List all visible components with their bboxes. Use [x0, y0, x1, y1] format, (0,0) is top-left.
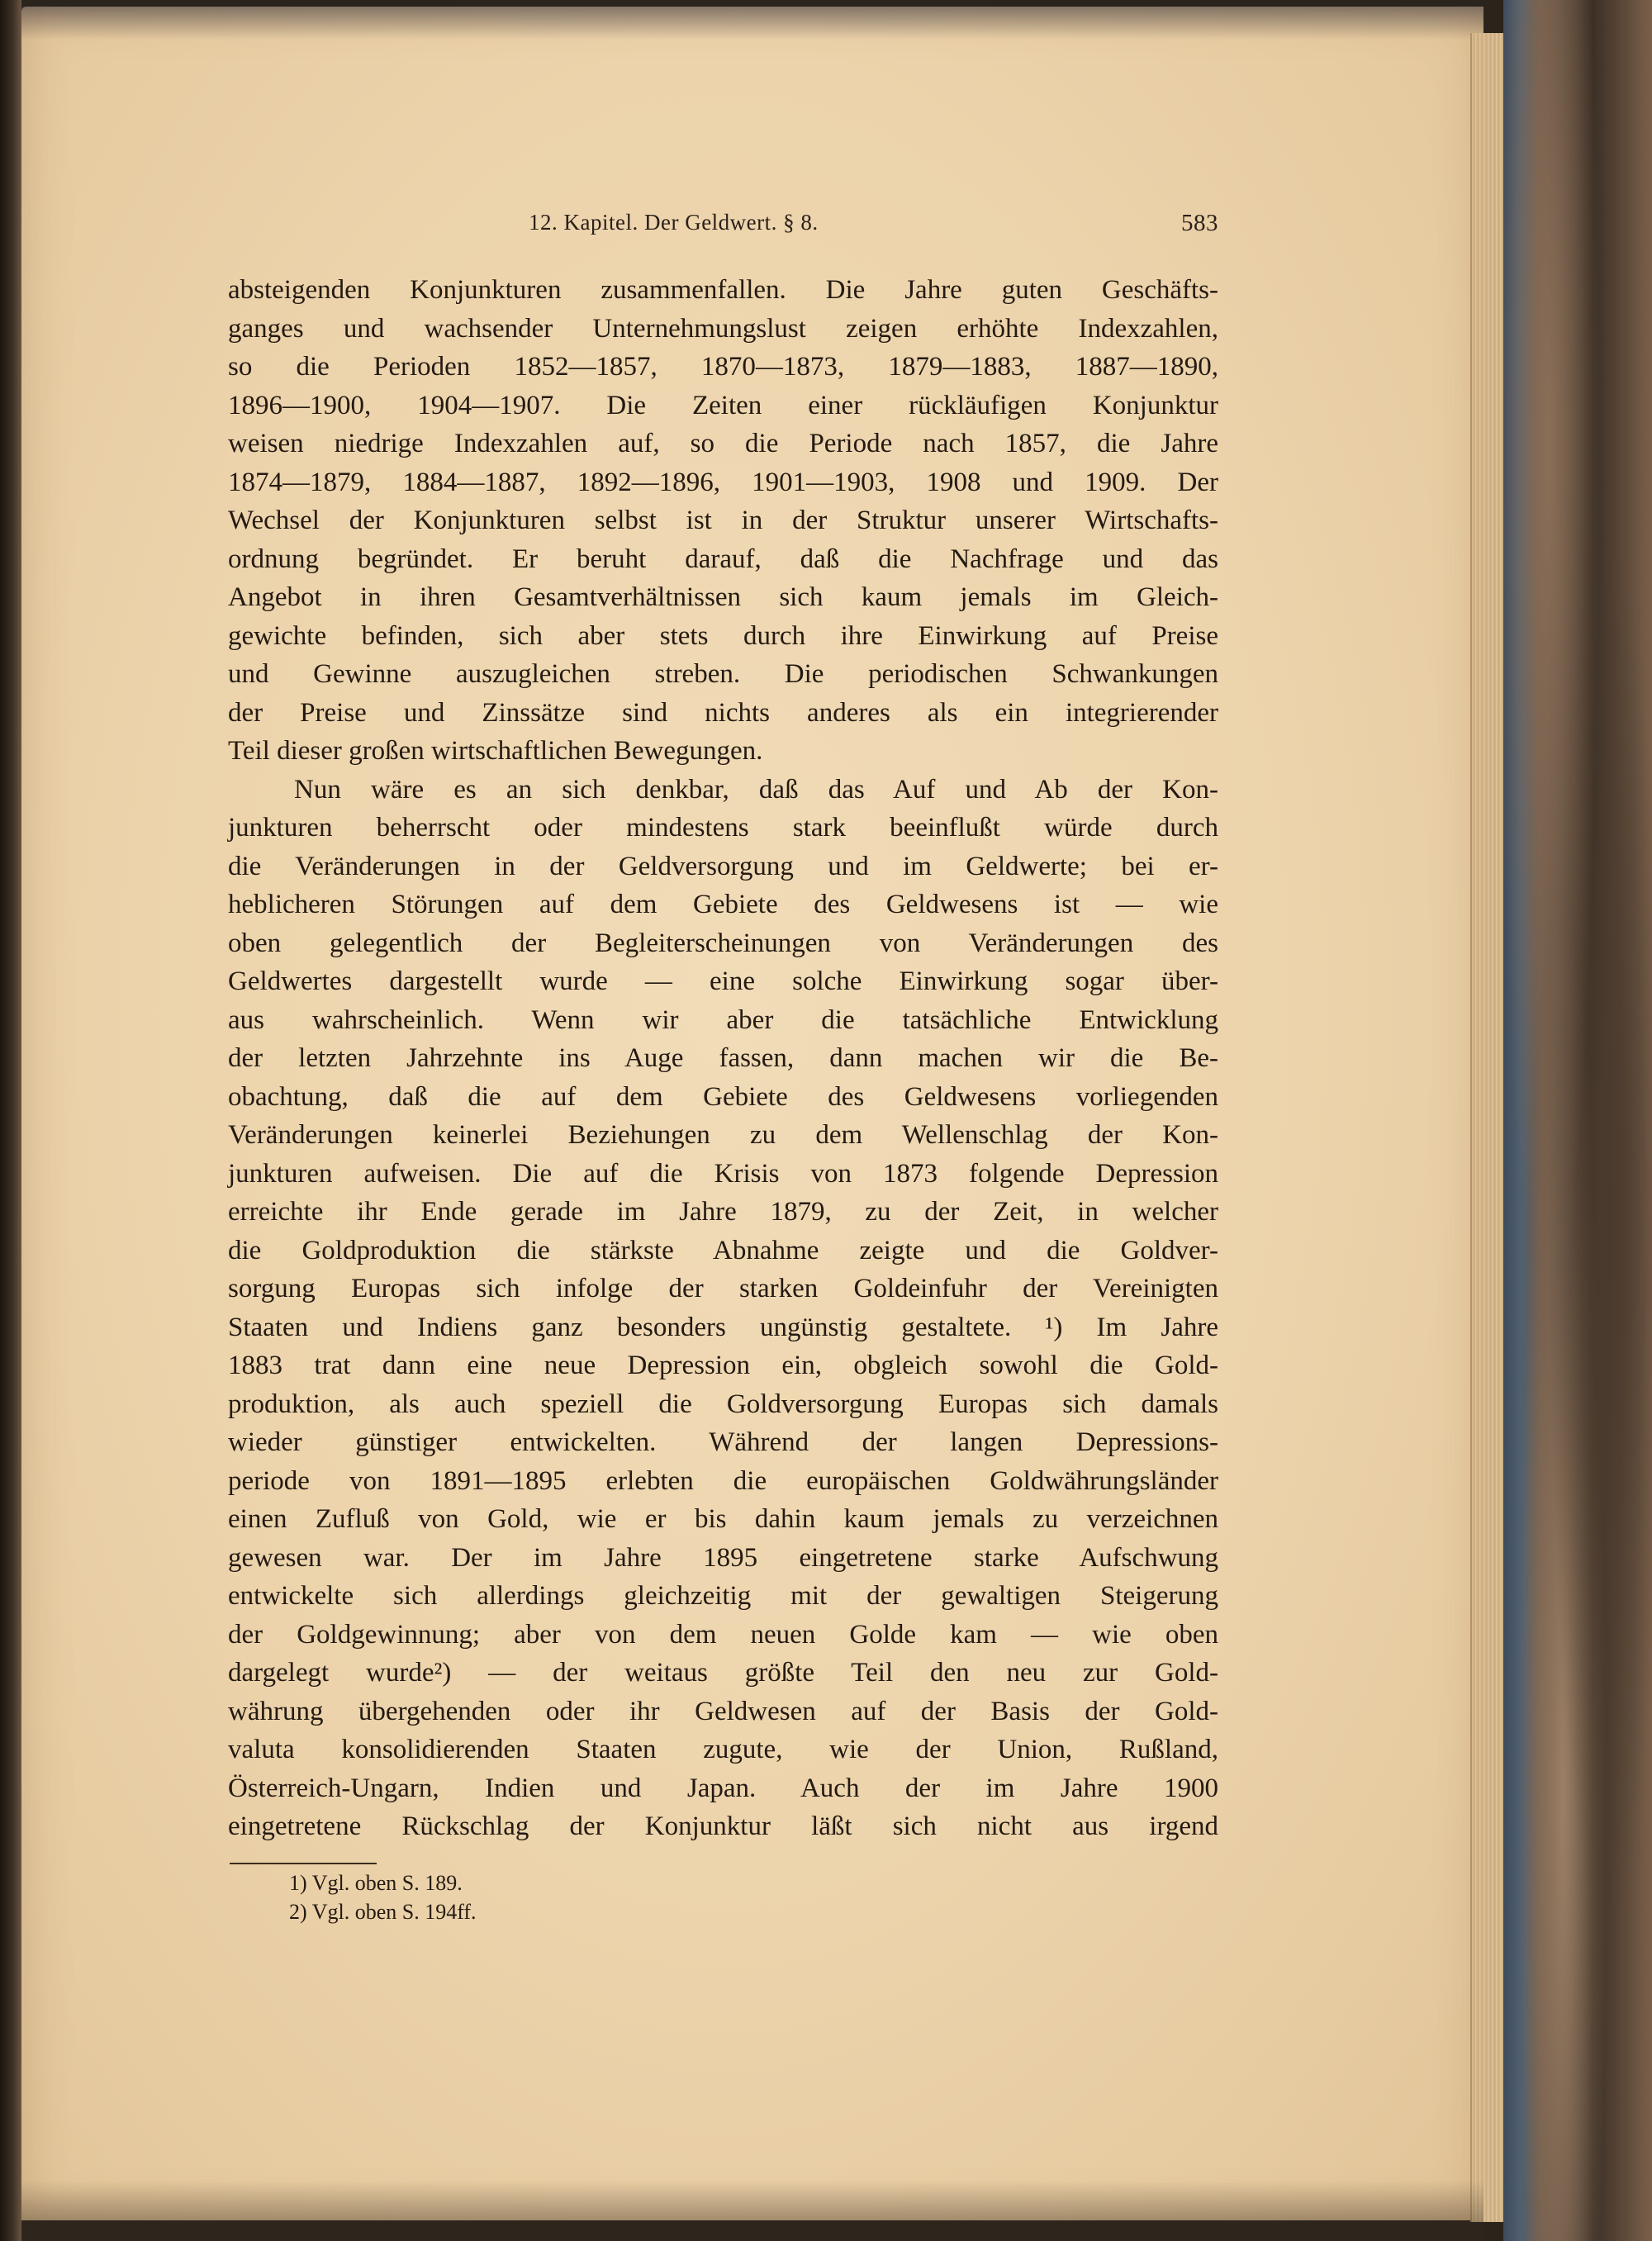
text-line: heblicheren Störungen auf dem Gebiete des Geldwesens ist — wie	[228, 890, 1218, 919]
text-line: dargelegt wurde²) — der weitaus größte Teil den neu zur Gold-	[228, 1658, 1218, 1688]
text-line: sorgung Europas sich infolge der starken Goldeinfuhr der Vereinigten	[228, 1274, 1218, 1303]
text-line: 1874—1879, 1884—1887, 1892—1896, 1901—1903, 1908 und 1909. Der	[228, 467, 1218, 497]
chapter-heading: 12. Kapitel. Der Geldwert. § 8.	[529, 210, 819, 235]
page-top-shadow	[21, 7, 1483, 40]
text-line: entwickelte sich allerdings gleichzeitig mit der gewaltigen Steigerung	[228, 1581, 1218, 1611]
footnote: 1) Vgl. oben S. 189.	[289, 1871, 463, 1895]
text-line: der letzten Jahrzehnte ins Auge fassen, dann machen wir die Be-	[228, 1043, 1218, 1073]
text-line: ganges und wachsender Unternehmungslust zeigen erhöhte Indexzahlen,	[228, 313, 1218, 344]
text-line: die Goldproduktion die stärkste Abnahme zeigte und die Goldver-	[228, 1235, 1218, 1265]
footnote: 2) Vgl. oben S. 194ff.	[289, 1900, 477, 1924]
text-line: junkturen beherrscht oder mindestens stark beeinflußt würde durch	[228, 813, 1218, 843]
footnotes	[289, 1868, 477, 1926]
text-line: Staaten und Indiens ganz besonders ungünstig gestaltete. ¹) Im Jahre	[228, 1312, 1218, 1342]
text-line: eingetretene Rückschlag der Konjunktur läßt sich nicht aus irgend	[228, 1811, 1218, 1841]
text-line: der Preise und Zinssätze sind nichts anderes als ein integrierender	[228, 697, 1218, 728]
previous-page-edge	[0, 0, 21, 2241]
text-line: die Veränderungen in der Geldversorgung und im Geldwerte; bei er-	[228, 851, 1218, 881]
running-header	[231, 210, 1218, 243]
text-line: produktion, als auch speziell die Goldversorgung Europas sich damals	[228, 1389, 1218, 1419]
text-line: obachtung, daß die auf dem Gebiete des Geldwesens vorliegenden	[228, 1081, 1218, 1112]
text-line: ordnung begründet. Er beruht darauf, daß die Nachfrage und das	[228, 544, 1218, 574]
text-line: Teil dieser großen wirtschaftlichen Bewegungen.	[228, 736, 763, 766]
text-line: und Gewinne auszugleichen streben. Die periodischen Schwankungen	[228, 659, 1218, 689]
text-line: Österreich-Ungarn, Indien und Japan. Auch der im Jahre 1900	[228, 1773, 1218, 1803]
text-line: valuta konsolidierenden Staaten zugute, wie der Union, Rußland,	[228, 1735, 1218, 1764]
page-bottom-shadow	[21, 2181, 1483, 2241]
text-line: Nun wäre es an sich denkbar, daß das Auf und Ab der Kon-	[294, 774, 1218, 805]
page-stack-edge	[1470, 33, 1505, 2222]
text-line: absteigenden Konjunkturen zusammenfallen. Die Jahre guten Geschäfts-	[228, 275, 1218, 305]
text-line: so die Perioden 1852—1857, 1870—1873, 1879—1883, 1887—1890,	[228, 352, 1218, 382]
text-line: Wechsel der Konjunkturen selbst ist in der Struktur unserer Wirtschafts-	[228, 506, 1218, 535]
page-number: 583	[1181, 210, 1218, 236]
text-line: erreichte ihr Ende gerade im Jahre 1879, zu der Zeit, in welcher	[228, 1197, 1218, 1227]
text-line: gewesen war. Der im Jahre 1895 eingetretene starke Aufschwung	[228, 1542, 1218, 1573]
text-line: aus wahrscheinlich. Wenn wir aber die tatsächliche Entwicklung	[228, 1004, 1218, 1035]
text-line: weisen niedrige Indexzahlen auf, so die Periode nach 1857, die Jahre	[228, 429, 1218, 458]
text-line: 1896—1900, 1904—1907. Die Zeiten einer rückläufigen Konjunktur	[228, 390, 1218, 420]
text-line: 1883 trat dann eine neue Depression ein, obgleich sowohl die Gold-	[228, 1351, 1218, 1380]
text-line: Angebot in ihren Gesamtverhältnissen sich kaum jemals im Gleich-	[228, 582, 1218, 612]
text-line: wieder günstiger entwickelten. Während der langen Depressions-	[228, 1427, 1218, 1457]
text-line: Veränderungen keinerlei Beziehungen zu dem Wellenschlag der Kon-	[228, 1120, 1218, 1150]
text-line: oben gelegentlich der Begleiterscheinungen von Veränderungen des	[228, 928, 1218, 958]
marbled-cover	[1503, 0, 1652, 2241]
text-line: währung übergehenden oder ihr Geldwesen auf der Basis der Gold-	[228, 1696, 1218, 1726]
text-line: gewichte befinden, sich aber stets durch ihre Einwirkung auf Preise	[228, 620, 1218, 651]
text-line: Geldwertes dargestellt wurde — eine solche Einwirkung sogar über-	[228, 966, 1218, 996]
text-line: der Goldgewinnung; aber von dem neuen Golde kam — wie oben	[228, 1619, 1218, 1650]
text-line: einen Zufluß von Gold, wie er bis dahin kaum jemals zu verzeichnen	[228, 1504, 1218, 1534]
body-text	[228, 271, 1218, 1846]
footnote-rule	[230, 1863, 377, 1864]
text-line: periode von 1891—1895 erlebten die europäischen Goldwährungsländer	[228, 1465, 1218, 1496]
text-line: junkturen aufweisen. Die auf die Krisis von 1873 folgende Depression	[228, 1158, 1218, 1189]
